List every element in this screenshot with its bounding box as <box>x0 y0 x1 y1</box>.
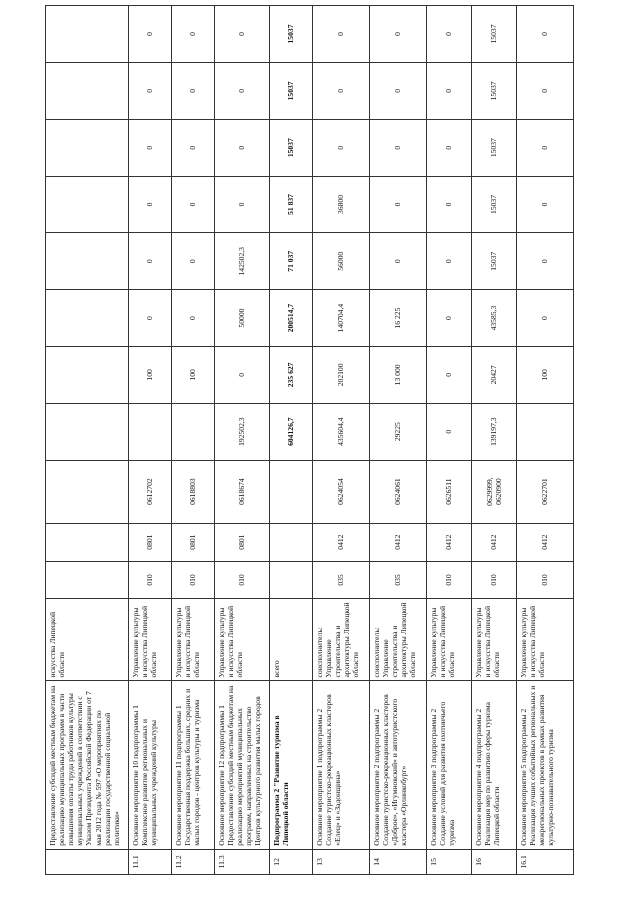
value-cell <box>517 403 574 460</box>
table-row <box>370 6 427 875</box>
value-cell: 0 <box>427 290 472 347</box>
value-cell: 200514,7 <box>270 290 313 347</box>
value-cell: 50000 <box>215 290 270 347</box>
value-cell <box>129 403 172 460</box>
row-number: 11.3 <box>215 849 270 874</box>
value-cell: 29225 <box>370 403 427 460</box>
value-cell: 435604,4 <box>313 403 370 460</box>
value-cell <box>46 6 129 63</box>
row-number: 16 <box>472 849 517 874</box>
value-cell <box>46 62 129 119</box>
measure-name: Основное мероприятие 3 подпрограммы 2 Создание условий для развития охотничьего туризма <box>427 681 472 849</box>
row-number: 11.1 <box>129 849 172 874</box>
executor: соисполнитель: Управление строительства и архитектуры Липецкой области <box>313 599 370 681</box>
grbs-code: 010 <box>129 561 172 599</box>
grbs-code: 010 <box>215 561 270 599</box>
value-cell: 15037 <box>472 233 517 290</box>
grbs-code: 010 <box>517 561 574 599</box>
csr-code: 0618803 <box>172 460 215 523</box>
table-row <box>313 6 370 875</box>
csr-code: 0624054 <box>313 460 370 523</box>
value-cell: 140704,4 <box>313 290 370 347</box>
value-cell: 51 837 <box>270 176 313 233</box>
value-cell: 0 <box>370 6 427 63</box>
value-cell: 0 <box>427 233 472 290</box>
measure-name: Основное мероприятие 2 подпрограммы 2 Создание туристско-рекреационных кластеров «Доброе», «Игумновский» и автотуристского кластера «Орлинкобург» <box>370 681 427 849</box>
value-cell: 16 225 <box>370 290 427 347</box>
value-cell: 0 <box>215 119 270 176</box>
measure-name: Основное мероприятие 11 подпрограммы 1 Государственная поддержка больших, средних и малых городов - центров культуры и туризма <box>172 681 215 849</box>
value-cell: 0 <box>129 62 172 119</box>
measure-name: Предоставление субсидий местным бюджетам на реализацию муниципальных программ в части повышения оплаты труда работников культуры муниципальных учреждений в соответствии с Указом Президента Российской Федерации от 7 мая 2012 года № 597 «О мероприятиях по реализации государственной социальной политики» <box>46 681 129 849</box>
rzpr-code <box>270 523 313 561</box>
value-cell <box>46 403 129 460</box>
value-cell: 0 <box>129 233 172 290</box>
executor: Управление культуры и искусства Липецкой области <box>129 599 172 681</box>
value-cell: 0 <box>129 119 172 176</box>
value-cell: 0 <box>172 233 215 290</box>
value-cell: 15037 <box>472 176 517 233</box>
value-cell: 142502,3 <box>215 233 270 290</box>
value-cell: 0 <box>172 62 215 119</box>
value-cell: 0 <box>517 62 574 119</box>
table-row <box>517 6 574 875</box>
value-cell: 139197,3 <box>472 403 517 460</box>
csr-code: 0629999, 0620900 <box>472 460 517 523</box>
rzpr-code: 0801 <box>129 523 172 561</box>
table-row <box>172 6 215 875</box>
table-row <box>46 6 129 875</box>
csr-code: 0626511 <box>427 460 472 523</box>
grbs-code: 010 <box>427 561 472 599</box>
rzpr-code: 0412 <box>370 523 427 561</box>
measure-name: Основное мероприятие 10 подпрограммы 1 Комплексное развитие региональных и муниципальных учреждений культуры <box>129 681 172 849</box>
value-cell: 0 <box>427 346 472 403</box>
value-cell: 235 627 <box>270 346 313 403</box>
grbs-code <box>270 561 313 599</box>
value-cell: 0 <box>215 346 270 403</box>
grbs-code: 010 <box>172 561 215 599</box>
value-cell: 0 <box>517 176 574 233</box>
executor: Управление культуры и искусства Липецкой области <box>472 599 517 681</box>
value-cell: 0 <box>215 6 270 63</box>
value-cell: 56000 <box>313 233 370 290</box>
value-cell <box>46 233 129 290</box>
value-cell <box>46 176 129 233</box>
value-cell: 0 <box>427 119 472 176</box>
executor: Управление культуры и искусства Липецкой области <box>215 599 270 681</box>
value-cell: 15037 <box>472 119 517 176</box>
executor: соисполнитель: Управление строительства и архитектуры Липецкой области <box>370 599 427 681</box>
value-cell: 604126,7 <box>270 403 313 460</box>
value-cell: 100 <box>172 346 215 403</box>
value-cell: 71 037 <box>270 233 313 290</box>
executor: Управление культуры и искусства Липецкой области <box>427 599 472 681</box>
csr-code: 0618674 <box>215 460 270 523</box>
measure-name: Основное мероприятие 5 подпрограммы 2 Реализация лучших событийных региональных и межрегиональных проектов в рамках развития культурно-познавательного туризма <box>517 681 574 849</box>
table-row <box>215 6 270 875</box>
executor: Управление культуры и искусства Липецкой области <box>172 599 215 681</box>
value-cell: 0 <box>517 233 574 290</box>
value-cell <box>172 403 215 460</box>
value-cell: 13 000 <box>370 346 427 403</box>
row-number: 14 <box>370 849 427 874</box>
value-cell: 0 <box>172 6 215 63</box>
rzpr-code: 0412 <box>427 523 472 561</box>
value-cell: 0 <box>370 233 427 290</box>
value-cell: 100 <box>129 346 172 403</box>
value-cell: 0 <box>313 6 370 63</box>
value-cell: 0 <box>517 6 574 63</box>
value-cell: 100 <box>517 346 574 403</box>
value-cell: 192502,3 <box>215 403 270 460</box>
value-cell: 0 <box>370 62 427 119</box>
grbs-code <box>46 561 129 599</box>
value-cell: 15037 <box>270 62 313 119</box>
table-row <box>427 6 472 875</box>
csr-code <box>270 460 313 523</box>
table-row <box>270 6 313 875</box>
value-cell: 43585,3 <box>472 290 517 347</box>
executor: Управление культуры и искусства Липецкой области <box>517 599 574 681</box>
grbs-code: 035 <box>313 561 370 599</box>
measure-name: Основное мероприятие 1 подпрограммы 2 Создание туристско-рекреационных кластеров «Елец» и «Задонщина» <box>313 681 370 849</box>
measure-name: Основное мероприятие 4 подпрограммы 2 Реализация мер по развитию сферы туризма Липецкой области <box>472 681 517 849</box>
row-number <box>46 849 129 874</box>
rzpr-code: 0412 <box>313 523 370 561</box>
value-cell: 0 <box>313 62 370 119</box>
table-row <box>472 6 517 875</box>
executor: искусства Липецкой области <box>46 599 129 681</box>
value-cell <box>46 119 129 176</box>
value-cell: 0 <box>427 6 472 63</box>
csr-code: 0624061 <box>370 460 427 523</box>
value-cell: 0 <box>370 119 427 176</box>
value-cell: 0 <box>172 176 215 233</box>
rzpr-code: 0801 <box>215 523 270 561</box>
value-cell: 20427 <box>472 346 517 403</box>
value-cell: 0 <box>427 403 472 460</box>
value-cell <box>46 346 129 403</box>
value-cell: 0 <box>517 290 574 347</box>
csr-code <box>46 460 129 523</box>
program-table <box>45 5 574 875</box>
value-cell: 0 <box>215 62 270 119</box>
value-cell <box>46 290 129 347</box>
row-number: 16.1 <box>517 849 574 874</box>
value-cell: 0 <box>370 176 427 233</box>
value-cell: 0 <box>172 290 215 347</box>
value-cell: 0 <box>517 119 574 176</box>
value-cell: 0 <box>313 119 370 176</box>
rzpr-code <box>46 523 129 561</box>
subprogram-name: Подпрограмма 2 "Развитие туризма в Липецкой области <box>270 681 313 849</box>
row-number: 11.2 <box>172 849 215 874</box>
row-number: 15 <box>427 849 472 874</box>
grbs-code: 010 <box>472 561 517 599</box>
rzpr-code: 0801 <box>172 523 215 561</box>
value-cell: 202100 <box>313 346 370 403</box>
rotated-sheet <box>45 5 590 875</box>
value-cell: 15037 <box>472 6 517 63</box>
measure-name: Основное мероприятие 12 подпрограммы 1 Предоставление субсидий местным бюджетам на реализацию мероприятий муниципальных программ, направленных на строительство Центров культурного развития малых городов <box>215 681 270 849</box>
value-cell: 0 <box>129 290 172 347</box>
rzpr-code: 0412 <box>517 523 574 561</box>
value-cell: 0 <box>427 176 472 233</box>
value-cell: 0 <box>215 176 270 233</box>
csr-code: 0612702 <box>129 460 172 523</box>
row-number: 12 <box>270 849 313 874</box>
value-cell: 0 <box>129 176 172 233</box>
row-number: 13 <box>313 849 370 874</box>
value-cell: 15037 <box>472 62 517 119</box>
table-row <box>129 6 172 875</box>
csr-code: 0622701 <box>517 460 574 523</box>
value-cell: 15037 <box>270 6 313 63</box>
grbs-code: 035 <box>370 561 427 599</box>
value-cell: 0 <box>129 6 172 63</box>
rzpr-code: 0412 <box>472 523 517 561</box>
value-cell: 36800 <box>313 176 370 233</box>
value-cell: 0 <box>172 119 215 176</box>
value-cell: 15037 <box>270 119 313 176</box>
executor: всего <box>270 599 313 681</box>
value-cell: 0 <box>427 62 472 119</box>
